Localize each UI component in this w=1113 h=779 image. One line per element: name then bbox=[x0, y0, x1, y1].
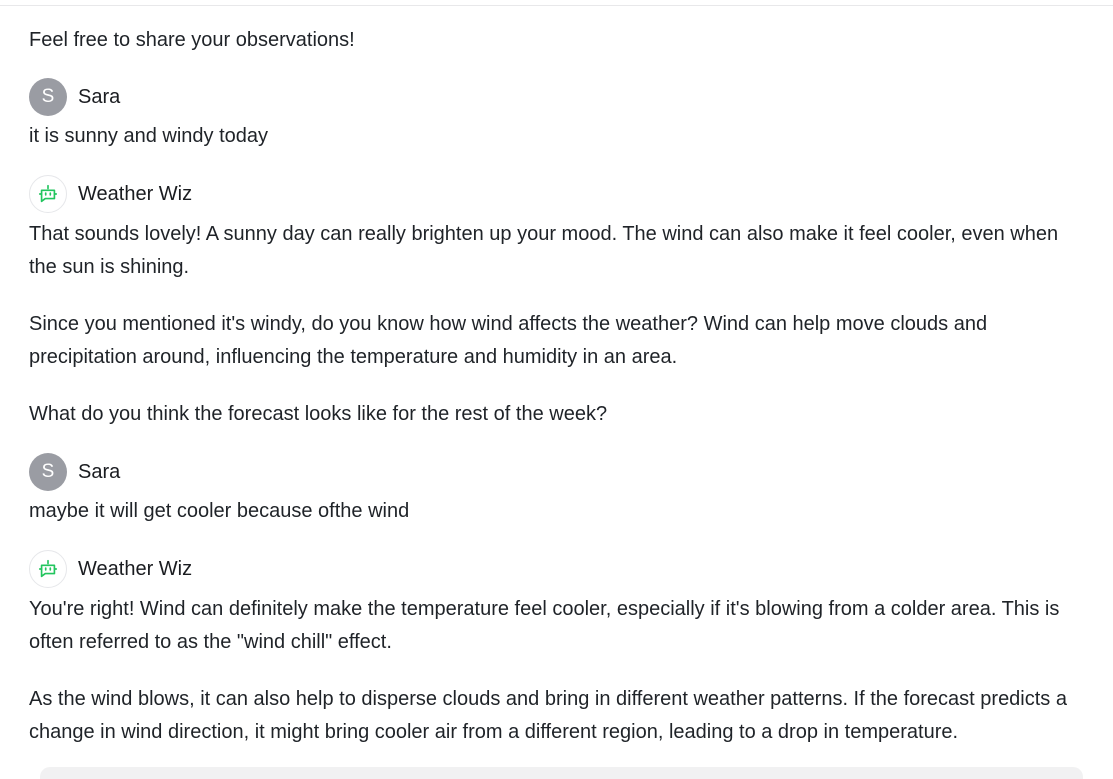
message-sender bbox=[29, 549, 1084, 589]
message-sender bbox=[29, 77, 1084, 117]
message-paragraph: As the wind blows, it can also help to disperse clouds and bring in different weather patterns. If the forecast predicts a change in wind direction, it might bring cooler air from a different region, leading to a drop in temperature. bbox=[29, 683, 1084, 749]
chat-message-bot bbox=[29, 549, 1084, 749]
message-paragraph: What do you think the forecast looks like for the rest of the week? bbox=[29, 398, 1084, 431]
message-sender bbox=[29, 452, 1084, 492]
avatar-letter: S bbox=[42, 86, 55, 108]
chat-message-user bbox=[29, 452, 1084, 528]
avatar bbox=[29, 453, 67, 491]
message-text: it is sunny and windy today bbox=[29, 120, 1084, 153]
robot-icon bbox=[29, 550, 67, 588]
message-paragraph: That sounds lovely! A sunny day can really brighten up your mood. The wind can also make it feel cooler, even when the sun is shining. bbox=[29, 218, 1084, 284]
avatar bbox=[29, 78, 67, 116]
avatar-letter: S bbox=[42, 461, 55, 483]
sender-name: Sara bbox=[78, 85, 120, 109]
sender-name: Weather Wiz bbox=[78, 557, 192, 581]
message-paragraph: You're right! Wind can definitely make the temperature feel cooler, especially if it's blowing from a colder area. This is often referred to as the "wind chill" effect. bbox=[29, 593, 1084, 659]
message-sender bbox=[29, 174, 1084, 214]
message-composer[interactable] bbox=[40, 767, 1083, 779]
robot-icon bbox=[29, 175, 67, 213]
chat-message-user bbox=[29, 77, 1084, 153]
sender-name: Weather Wiz bbox=[78, 182, 192, 206]
sender-name: Sara bbox=[78, 460, 120, 484]
message-text: maybe it will get cooler because ofthe wind bbox=[29, 495, 1084, 528]
intro-text: Feel free to share your observations! bbox=[29, 28, 355, 52]
chat-transcript[interactable] bbox=[29, 0, 1089, 773]
chat-message-bot bbox=[29, 174, 1084, 431]
message-paragraph: Since you mentioned it's windy, do you know how wind affects the weather? Wind can help move clouds and precipitation around, influencing the temperature and humidity in an area. bbox=[29, 308, 1084, 374]
